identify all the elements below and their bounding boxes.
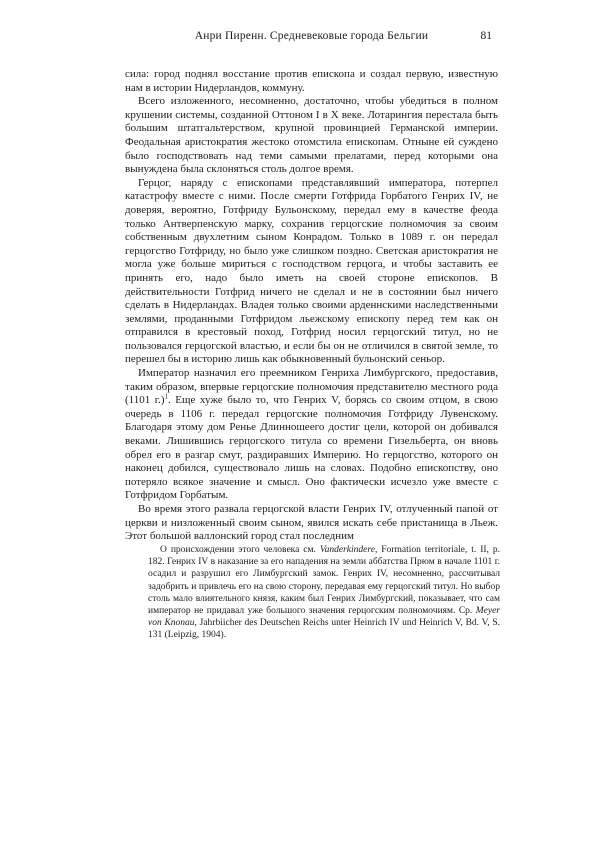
running-head-title: Анри Пиренн. Средневековые города Бельгии (194, 30, 429, 42)
text-run: Всего изложенного, несомненно, достаточно, чтобы убедиться в полном крушении системы, созданной Оттоном I в X веке. Лотарингия перестала быть большим штатгальтерством, крупной провинцией Германской империи. Феодальная аристократия жестоко отомстила епископам. Отныне ей суждено было господствовать над теми самыми прелатами, перед которыми она вынуждена была склоняться столь долгое время. (125, 95, 498, 176)
body-paragraph (125, 68, 498, 95)
body-paragraph (125, 503, 498, 544)
footnote-block (148, 544, 500, 642)
footnote-text (148, 544, 500, 642)
text-run: сила: город поднял восстание против епископа и создал первую, известную нам в истории Нидерландов, коммуну. (125, 68, 498, 94)
page-header (125, 30, 498, 46)
text-run: . Еще хуже было то, что Генрих V, борясь со своим отцом, в свою очередь в 1106 г. передал герцогские полномочия Готфриду Лувенскому. Благодаря этому дом Ренье Длинношеего достиг цели, которой он добивался веками. Лишившись герцогского титула со времени Гизельберта, он вновь обрел его в разгар смут, раздиравших Империю. Но герцогство, которого он наконец добился, существовало лишь на словах. Подобно епископству, оно потеряло всякое значение и смысл. Оно фактически исчезло уже вместе с Готфридом Горбатым. (125, 394, 498, 502)
text-run: Император назначил его преемником Генриха Лимбургского, предоставив, таким образом, впервые герцогские полномочия представителю местного рода (1101 г.) (125, 367, 498, 407)
text-run: , Formation territoriale, t. II, p. 182. Генрих IV в наказание за его нападения на земли аббатства Прюм в начале 1101 г. осадил и разрушил его Лимбургский замок. Генрих IV, несомненно, рассчитывал задобрить и привлечь его на свою сторону, передавая ему герцогский титул. Но выбор столь мало влиятельного князя, каким был Генрих Лимбургский, показывает, что сам император не придавал уже большого значения герцогским полномочиям. Ср. (148, 545, 500, 617)
text-run: О происхождении этого человека см. (160, 545, 320, 555)
body-text (125, 68, 498, 544)
body-paragraph (125, 367, 498, 503)
text-run: Герцог, наряду с епископами представлявший императора, потерпел катастрофу вместе с ними. После смерти Готфрида Горбатого Генрих IV, не доверяя, вероятно, Готфриду Бульонскому, передал ему в качестве феода только Антверпенскую марку, сохранив герцогские полномочия за своим собственным двухлетним сыном Конрадом. Только в 1089 г. он передал герцогство Готфриду, но было уже слишком поздно. Светская аристократия не могла уже больше мириться с господством герцога, и чтобы заставить ее принять его, надо было иметь на своей стороне епископов. В действительности Готфрид ничего не сделал и не в состоянии был ничего сделать в Нидерландах. Владея только своими арденнскими наследственными землями, проданными Готфридом льежскому епископу перед тем как он отправился в крестовый поход, Готфрид носил герцогский титул, но не пользовался герцогской властью, и если бы он не отличился в святой земле, то перешел бы в историю лишь как обыкновенный бульонский сеньор. (125, 176, 498, 366)
text-run: Meyer von Knonau (148, 606, 500, 629)
page-number: 81 (480, 30, 492, 42)
text-run: Во время этого развала герцогской власти Генрих IV, отлученный папой от церкви и низложенный своим сыном, явился искать себе пристанища в Льеж. Этот большой валлонский город стал последним (125, 503, 498, 543)
text-run: Vanderkindere (319, 545, 375, 555)
footnote-marker: 1 (164, 392, 168, 401)
body-paragraph (125, 177, 498, 367)
text-run: , Jahrbiicher des Deutschen Reichs unter Heinrich IV und Heinrich V, Bd. V, S. 131 (Leipzig, 1904). (148, 618, 500, 641)
body-paragraph (125, 95, 498, 177)
